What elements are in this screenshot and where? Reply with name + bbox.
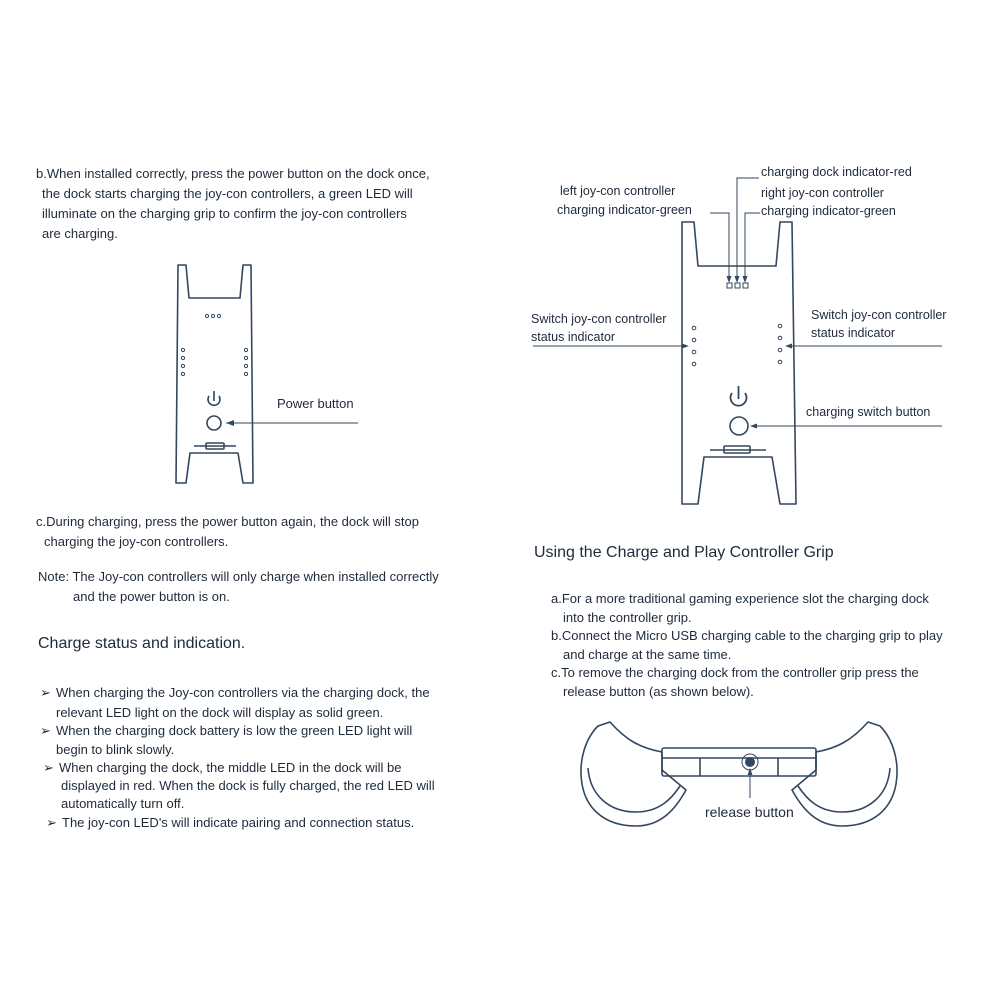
grip-step-b-line2: and charge at the same time. <box>563 647 732 662</box>
bullet-arrow-icon: ➢ <box>46 815 57 830</box>
grip-step-c-line1: c.To remove the charging dock from the controller grip press the <box>551 665 919 680</box>
grip-step-c-line2: release button (as shown below). <box>563 684 754 699</box>
step-c-line1: c.During charging, press the power button again, the dock will stop <box>36 514 419 529</box>
right-status-label-line2: status indicator <box>811 326 896 340</box>
dock-red-label: charging dock indicator-red <box>761 165 912 179</box>
step-b-line1: b.When installed correctly, press the power button on the dock once, <box>36 166 430 181</box>
bullet-arrow-icon: ➢ <box>40 685 51 700</box>
release-button-label: release button <box>705 804 794 820</box>
grip-step-a-line1: a.For a more traditional gaming experience slot the charging dock <box>551 591 929 606</box>
grip-step-b-line1: b.Connect the Micro USB charging cable to the charging grip to play <box>551 628 943 643</box>
left-green-indicator <box>727 283 732 288</box>
bullet-3-line1: ➢ When charging the dock, the middle LED in the dock will be <box>43 760 402 775</box>
bullet-arrow-icon: ➢ <box>40 723 51 738</box>
dock-red-indicator <box>735 283 740 288</box>
charge-status-heading: Charge status and indication. <box>38 635 246 652</box>
bullet-1-line1: ➢ When charging the Joy-con controllers via the charging dock, the <box>40 685 430 700</box>
release-button <box>745 757 755 767</box>
step-b-line3: illuminate on the charging grip to confirm the joy-con controllers <box>42 206 407 221</box>
note-line1: Note: The Joy-con controllers will only charge when installed correctly <box>38 569 439 584</box>
step-b-line2: the dock starts charging the joy-con controllers, a green LED will <box>42 186 413 201</box>
bullet-3-line2: displayed in red. When the dock is fully charged, the red LED will <box>61 778 435 793</box>
power-icon-right <box>731 386 747 406</box>
step-b-line4: are charging. <box>42 226 118 241</box>
power-button-label: Power button <box>277 396 354 411</box>
step-c-line2: charging the joy-con controllers. <box>44 534 229 549</box>
left-green-label-line2: charging indicator-green <box>557 203 692 217</box>
left-status-label-line1: Switch joy-con controller <box>531 312 667 326</box>
right-green-indicator <box>743 283 748 288</box>
bullet-arrow-icon: ➢ <box>43 760 54 775</box>
bullet-2-line2: begin to blink slowly. <box>56 742 175 757</box>
charging-switch-button <box>730 417 748 435</box>
right-green-label-line2: charging indicator-green <box>761 204 896 218</box>
switch-button-label: charging switch button <box>806 405 931 419</box>
right-status-label-line1: Switch joy-con controller <box>811 308 947 322</box>
bullet-3-line3: automatically turn off. <box>61 796 185 811</box>
right-green-label-line1: right joy-con controller <box>761 186 884 200</box>
bullet-1-line2: relevant LED light on the dock will display as solid green. <box>56 705 384 720</box>
grip-step-a-line2: into the controller grip. <box>563 610 692 625</box>
bullet-4-line1: ➢ The joy-con LED's will indicate pairing and connection status. <box>46 815 415 830</box>
left-green-label-line1: left joy-con controller <box>560 184 676 198</box>
left-status-label-line2: status indicator <box>531 330 616 344</box>
grip-heading: Using the Charge and Play Controller Grip <box>534 544 834 561</box>
note-line2: and the power button is on. <box>73 589 230 604</box>
bullet-2-line1: ➢ When the charging dock battery is low the green LED light will <box>40 723 413 738</box>
